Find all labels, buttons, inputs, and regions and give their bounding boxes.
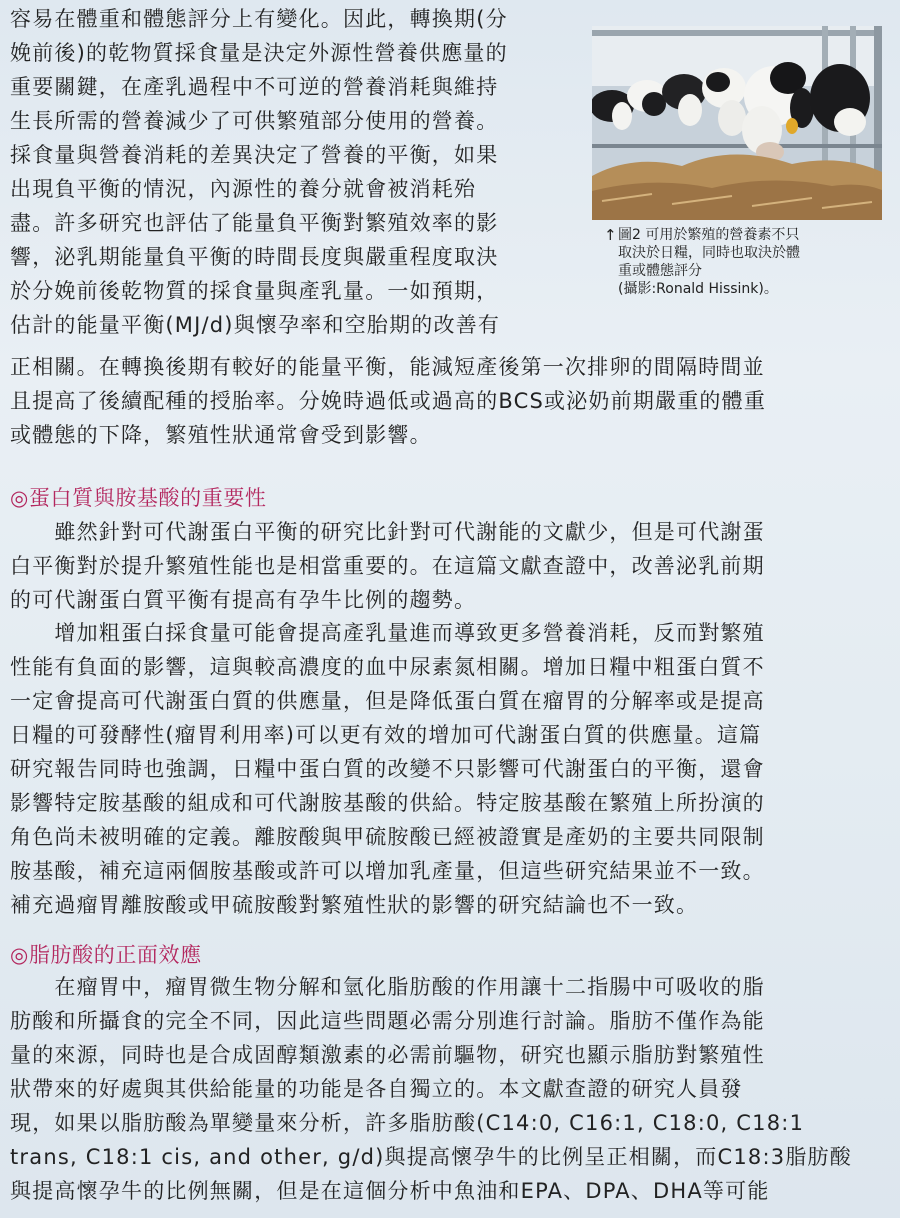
text-line: 現，如果以脂肪酸為單變量來分析，許多脂肪酸(C14:0, C16:1, C18:0, C18:1 — [10, 1111, 805, 1135]
section-heading-fatty-acids: ◎脂肪酸的正面效應 — [10, 943, 202, 967]
text-line: 且提高了後續配種的授胎率。分娩時過低或過高的BCS或泌奶前期嚴重的體重 — [10, 389, 767, 413]
text-line: 在瘤胃中，瘤胃微生物分解和氫化脂肪酸的作用讓十二指腸中可吸收的脂 — [10, 975, 765, 999]
text-line: 與提高懷孕牛的比例無關，但是在這個分析中魚油和EPA、DPA、DHA等可能 — [10, 1179, 770, 1203]
arrow-up-icon: ↑ — [604, 226, 617, 244]
protein-paragraph-2 — [10, 616, 886, 922]
text-line: 娩前後)的乾物質採食量是決定外源性營養供應量的 — [10, 41, 508, 65]
text-line: 或體態的下降，繁殖性狀通常會受到影響。 — [10, 423, 432, 447]
figure-caption — [604, 226, 884, 298]
caption-text — [618, 226, 884, 298]
cows-feeding-illustration — [592, 26, 882, 220]
text-line: 重要關鍵，在產乳過程中不可逆的營養消耗與維持 — [10, 75, 499, 99]
text-line: 白平衡對於提升繁殖性能也是相當重要的。在這篇文獻查證中，改善泌乳前期 — [10, 554, 765, 578]
text-line: 胺基酸，補充這兩個胺基酸或許可以增加乳產量，但這些研究結果並不一致。 — [10, 859, 765, 883]
text-line: 性能有負面的影響，這與較高濃度的血中尿素氮相關。增加日糧中粗蛋白質不 — [10, 655, 765, 679]
protein-paragraph-1 — [10, 515, 886, 617]
text-line: 正相關。在轉換後期有較好的能量平衡，能減短產後第一次排卵的間隔時間並 — [10, 355, 765, 379]
text-line: 雖然針對可代謝蛋白平衡的研究比針對可代謝能的文獻少，但是可代謝蛋 — [10, 520, 765, 544]
text-line: 日糧的可發酵性(瘤胃利用率)可以更有效的增加可代謝蛋白質的供應量。這篇 — [10, 723, 762, 747]
text-line: 出現負平衡的情況，內源性的養分就會被消耗殆 — [10, 177, 477, 201]
text-line: 盡。許多研究也評估了能量負平衡對繁殖效率的影 — [10, 211, 499, 235]
caption-line: (攝影:Ronald Hissink)。 — [618, 281, 778, 297]
text-line: 估計的能量平衡(MJ/d)與懷孕率和空胎期的改善有 — [10, 313, 501, 337]
text-line: 增加粗蛋白採食量可能會提高產乳量進而導致更多營養消耗，反而對繁殖 — [10, 621, 765, 645]
text-line: 補充過瘤胃離胺酸或甲硫胺酸對繁殖性狀的影響的研究結論也不一致。 — [10, 893, 699, 917]
text-line: 生長所需的營養減少了可供繁殖部分使用的營養。 — [10, 109, 499, 133]
intro-paragraph-wrapped — [10, 2, 582, 342]
text-line: 研究報告同時也強調，日糧中蛋白質的改變不只影響可代謝蛋白的平衡，還會 — [10, 757, 765, 781]
text-line: 狀帶來的好處與其供給能量的功能是各自獨立的。本文獻查證的研究人員發 — [10, 1077, 743, 1101]
caption-line: 重或體態評分 — [618, 263, 702, 279]
section-heading-protein: ◎蛋白質與胺基酸的重要性 — [10, 486, 267, 510]
text-line: 影響特定胺基酸的組成和可代謝胺基酸的供給。特定胺基酸在繁殖上所扮演的 — [10, 791, 765, 815]
fatty-acids-paragraph — [10, 970, 886, 1208]
caption-line: 取決於日糧，同時也取決於體 — [618, 245, 800, 261]
text-line: 的可代謝蛋白質平衡有提高有孕牛比例的趨勢。 — [10, 588, 477, 612]
intro-paragraph-full — [10, 350, 886, 452]
text-line: 肪酸和所攝食的完全不同，因此這些問題必需分別進行討論。脂肪不僅作為能 — [10, 1009, 765, 1033]
text-line: 容易在體重和體態評分上有變化。因此，轉換期(分 — [10, 7, 508, 31]
caption-line: 圖2 可用於繁殖的營養素不只 — [618, 227, 800, 243]
text-line: 量的來源，同時也是合成固醇類激素的必需前驅物，研究也顯示脂肪對繁殖性 — [10, 1043, 765, 1067]
cows-feeding-photo — [592, 26, 882, 220]
text-line: 於分娩前後乾物質的採食量與產乳量。一如預期， — [10, 279, 499, 303]
text-line: 採食量與營養消耗的差異決定了營養的平衡，如果 — [10, 143, 499, 167]
text-line: trans, C18:1 cis, and other, g/d)與提高懷孕牛的比例呈正相關，而C18:3脂肪酸 — [10, 1145, 852, 1169]
text-line: 角色尚未被明確的定義。離胺酸與甲硫胺酸已經被證實是產奶的主要共同限制 — [10, 825, 765, 849]
text-line: 一定會提高可代謝蛋白質的供應量，但是降低蛋白質在瘤胃的分解率或是提高 — [10, 689, 765, 713]
text-line: 響，泌乳期能量負平衡的時間長度與嚴重程度取決 — [10, 245, 499, 269]
